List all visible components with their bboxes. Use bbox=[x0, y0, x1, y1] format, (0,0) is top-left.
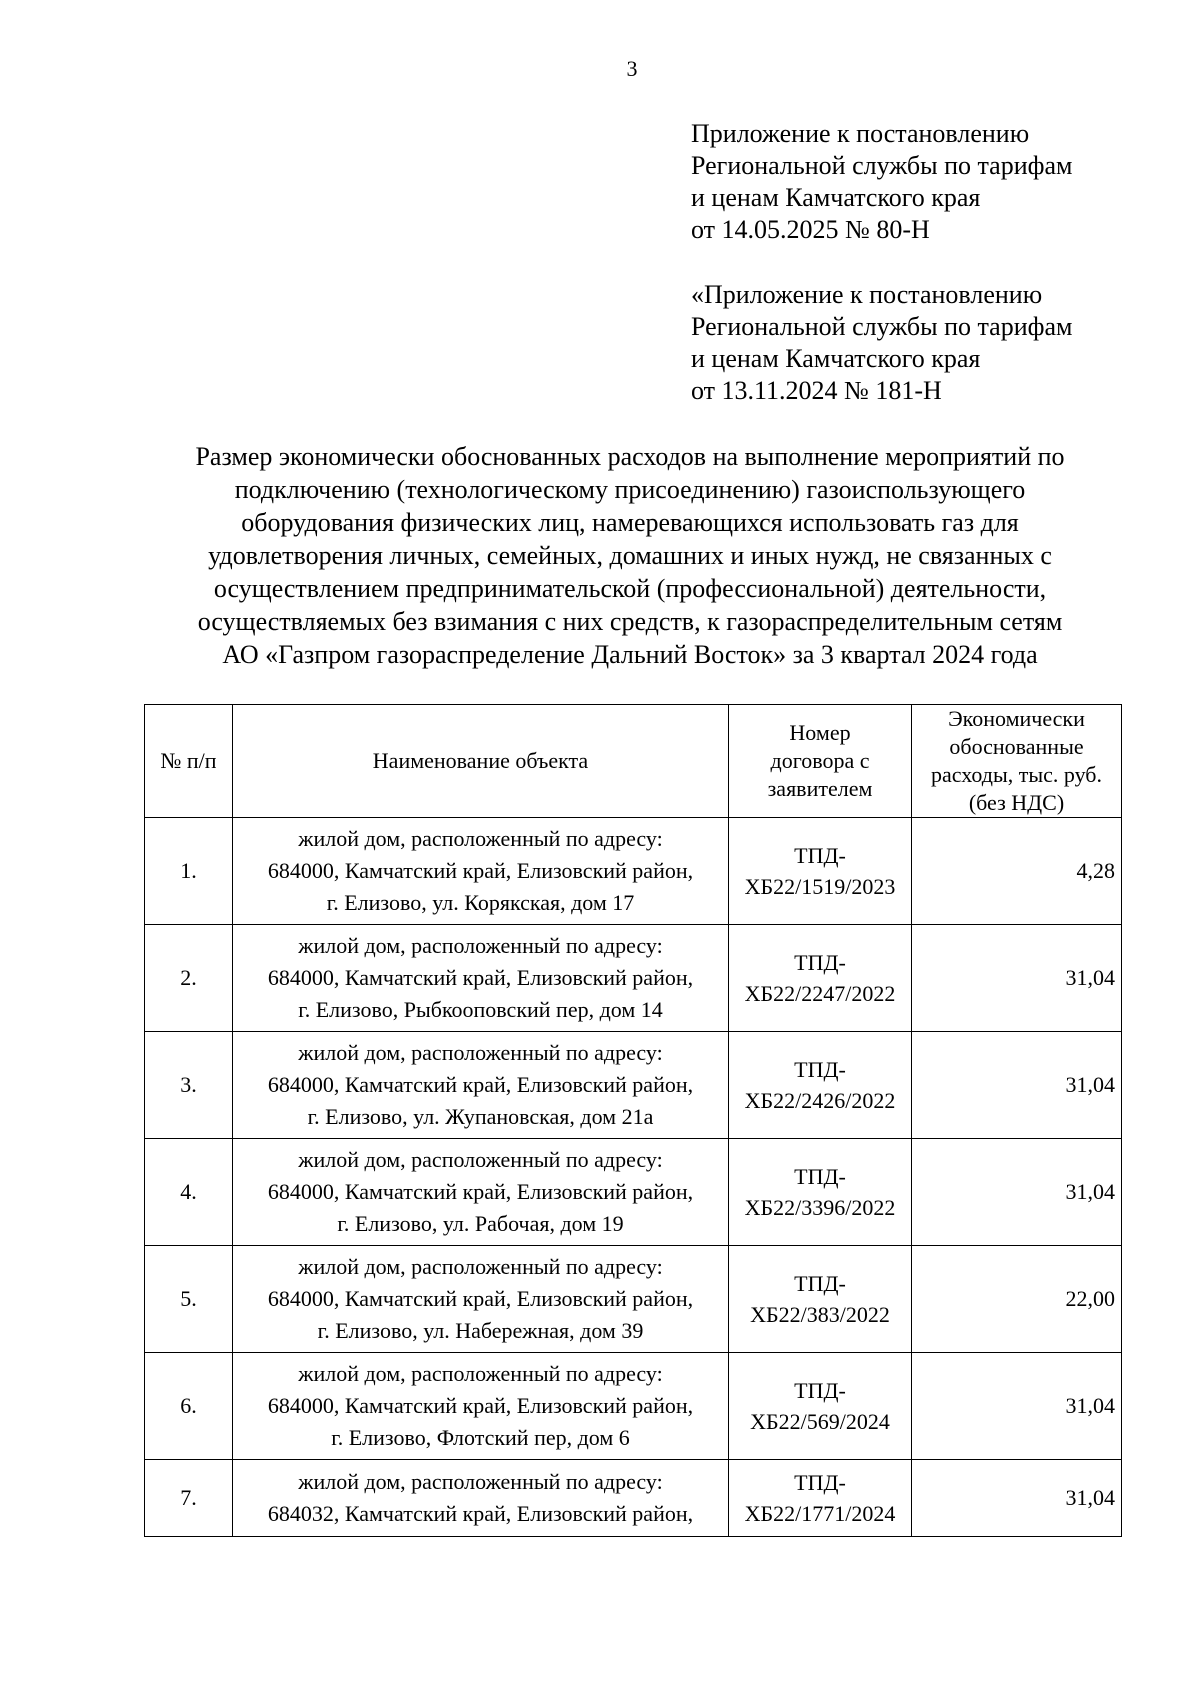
row-object bbox=[233, 1353, 729, 1460]
object-line: жилой дом, расположенный по адресу: bbox=[298, 933, 663, 958]
object-line: г. Елизово, ул. Жупановская, дом 21а bbox=[307, 1104, 654, 1129]
contract-line: ТПД- bbox=[794, 1164, 846, 1189]
object-line: 684000, Камчатский край, Елизовский район, bbox=[267, 1179, 694, 1204]
contract-line: ТПД- bbox=[794, 1378, 846, 1403]
appendix-line: Региональной службы по тарифам bbox=[691, 312, 1073, 341]
object-line: жилой дом, расположенный по адресу: bbox=[298, 1361, 663, 1386]
title-line: АО «Газпром газораспределение Дальний Восток» за 3 квартал 2024 года bbox=[222, 640, 1038, 669]
row-number: 5. bbox=[145, 1246, 233, 1353]
object-line: жилой дом, расположенный по адресу: bbox=[298, 1469, 663, 1494]
appendix-line: Приложение к постановлению bbox=[691, 119, 1030, 148]
header-contract-line: заявителем bbox=[767, 776, 873, 801]
object-line: 684032, Камчатский край, Елизовский район, bbox=[267, 1501, 694, 1526]
table-row bbox=[145, 1353, 1122, 1460]
row-cost: 31,04 bbox=[912, 1139, 1122, 1246]
table-header-row bbox=[145, 705, 1122, 818]
title-line: подключению (технологическому присоединению) газоиспользующего bbox=[234, 475, 1026, 504]
object-line: жилой дом, расположенный по адресу: bbox=[298, 1254, 663, 1279]
row-contract bbox=[729, 1139, 912, 1246]
row-cost: 31,04 bbox=[912, 1032, 1122, 1139]
row-contract bbox=[729, 1246, 912, 1353]
title-line: оборудования физических лиц, намеревающихся использовать газ для bbox=[241, 508, 1019, 537]
row-contract bbox=[729, 1353, 912, 1460]
row-object bbox=[233, 1139, 729, 1246]
object-line: 684000, Камчатский край, Елизовский район, bbox=[267, 858, 694, 883]
row-cost: 31,04 bbox=[912, 1460, 1122, 1537]
row-object bbox=[233, 1032, 729, 1139]
object-line: жилой дом, расположенный по адресу: bbox=[298, 1147, 663, 1172]
appendix-line: и ценам Камчатского края bbox=[691, 183, 981, 212]
title-line: Размер экономически обоснованных расходов на выполнение мероприятий по bbox=[195, 442, 1065, 471]
contract-line: ТПД- bbox=[794, 1271, 846, 1296]
object-line: 684000, Камчатский край, Елизовский район, bbox=[267, 1072, 694, 1097]
contract-line: ТПД- bbox=[794, 1057, 846, 1082]
row-number: 2. bbox=[145, 925, 233, 1032]
appendix-line: Региональной службы по тарифам bbox=[691, 151, 1073, 180]
contract-line: ХБ22/569/2024 bbox=[750, 1409, 890, 1434]
object-line: г. Елизово, ул. Рабочая, дом 19 bbox=[337, 1211, 624, 1236]
table-row bbox=[145, 1032, 1122, 1139]
row-contract bbox=[729, 818, 912, 925]
contract-line: ТПД- bbox=[794, 950, 846, 975]
object-line: 684000, Камчатский край, Елизовский район, bbox=[267, 1393, 694, 1418]
contract-line: ХБ22/1771/2024 bbox=[744, 1501, 896, 1526]
appendix-line: «Приложение к постановлению bbox=[691, 280, 1043, 309]
row-object bbox=[233, 925, 729, 1032]
row-object bbox=[233, 1246, 729, 1353]
object-line: 684000, Камчатский край, Елизовский район, bbox=[267, 965, 694, 990]
row-number: 7. bbox=[145, 1460, 233, 1537]
row-contract bbox=[729, 1460, 912, 1537]
row-cost: 4,28 bbox=[912, 818, 1122, 925]
contract-line: ХБ22/2247/2022 bbox=[744, 981, 896, 1006]
header-contract bbox=[729, 705, 912, 818]
contract-line: ТПД- bbox=[794, 1470, 846, 1495]
table-row bbox=[145, 925, 1122, 1032]
appendix-previous bbox=[691, 279, 1171, 407]
title-line: осуществляемых без взимания с них средств, к газораспределительным сетям bbox=[197, 607, 1063, 636]
row-contract bbox=[729, 925, 912, 1032]
header-cost-line: (без НДС) bbox=[968, 790, 1065, 815]
row-cost: 22,00 bbox=[912, 1246, 1122, 1353]
contract-line: ХБ22/2426/2022 bbox=[744, 1088, 896, 1113]
table-row bbox=[145, 1139, 1122, 1246]
title-line: осуществлением предпринимательской (профессиональной) деятельности, bbox=[213, 574, 1047, 603]
row-contract bbox=[729, 1032, 912, 1139]
header-cost-line: расходы, тыс. руб. bbox=[930, 762, 1102, 787]
row-object bbox=[233, 818, 729, 925]
row-cost: 31,04 bbox=[912, 1353, 1122, 1460]
header-cost bbox=[912, 705, 1122, 818]
header-number: № п/п bbox=[145, 705, 233, 818]
row-cost: 31,04 bbox=[912, 925, 1122, 1032]
appendix-line: от 13.11.2024 № 181-Н bbox=[691, 376, 942, 405]
row-number: 3. bbox=[145, 1032, 233, 1139]
object-line: г. Елизово, ул. Корякская, дом 17 bbox=[326, 890, 635, 915]
tariff-table bbox=[144, 704, 1122, 1537]
header-contract-line: договора с bbox=[770, 748, 870, 773]
header-cost-line: обоснованные bbox=[949, 734, 1084, 759]
appendix-line: и ценам Камчатского края bbox=[691, 344, 981, 373]
table-row bbox=[145, 818, 1122, 925]
table-row bbox=[145, 1460, 1122, 1537]
contract-line: ХБ22/1519/2023 bbox=[744, 874, 896, 899]
object-line: г. Елизово, ул. Набережная, дом 39 bbox=[317, 1318, 644, 1343]
contract-line: ХБ22/383/2022 bbox=[750, 1302, 890, 1327]
header-cost-line: Экономически bbox=[948, 706, 1085, 731]
page-number: 3 bbox=[626, 56, 638, 81]
row-number: 6. bbox=[145, 1353, 233, 1460]
header-object: Наименование объекта bbox=[233, 705, 729, 818]
object-line: 684000, Камчатский край, Елизовский район, bbox=[267, 1286, 694, 1311]
object-line: жилой дом, расположенный по адресу: bbox=[298, 826, 663, 851]
title-line: удовлетворения личных, семейных, домашних и иных нужд, не связанных с bbox=[208, 541, 1052, 570]
row-number: 4. bbox=[145, 1139, 233, 1246]
contract-line: ХБ22/3396/2022 bbox=[744, 1195, 896, 1220]
appendix-line: от 14.05.2025 № 80-Н bbox=[691, 215, 930, 244]
appendix-current bbox=[691, 118, 1171, 246]
object-line: г. Елизово, Рыбкооповский пер, дом 14 bbox=[298, 997, 663, 1022]
row-number: 1. bbox=[145, 818, 233, 925]
row-object bbox=[233, 1460, 729, 1537]
object-line: г. Елизово, Флотский пер, дом 6 bbox=[331, 1425, 630, 1450]
contract-line: ТПД- bbox=[794, 843, 846, 868]
table-row bbox=[145, 1246, 1122, 1353]
object-line: жилой дом, расположенный по адресу: bbox=[298, 1040, 663, 1065]
document-title bbox=[130, 440, 1130, 671]
header-contract-line: Номер bbox=[789, 720, 851, 745]
